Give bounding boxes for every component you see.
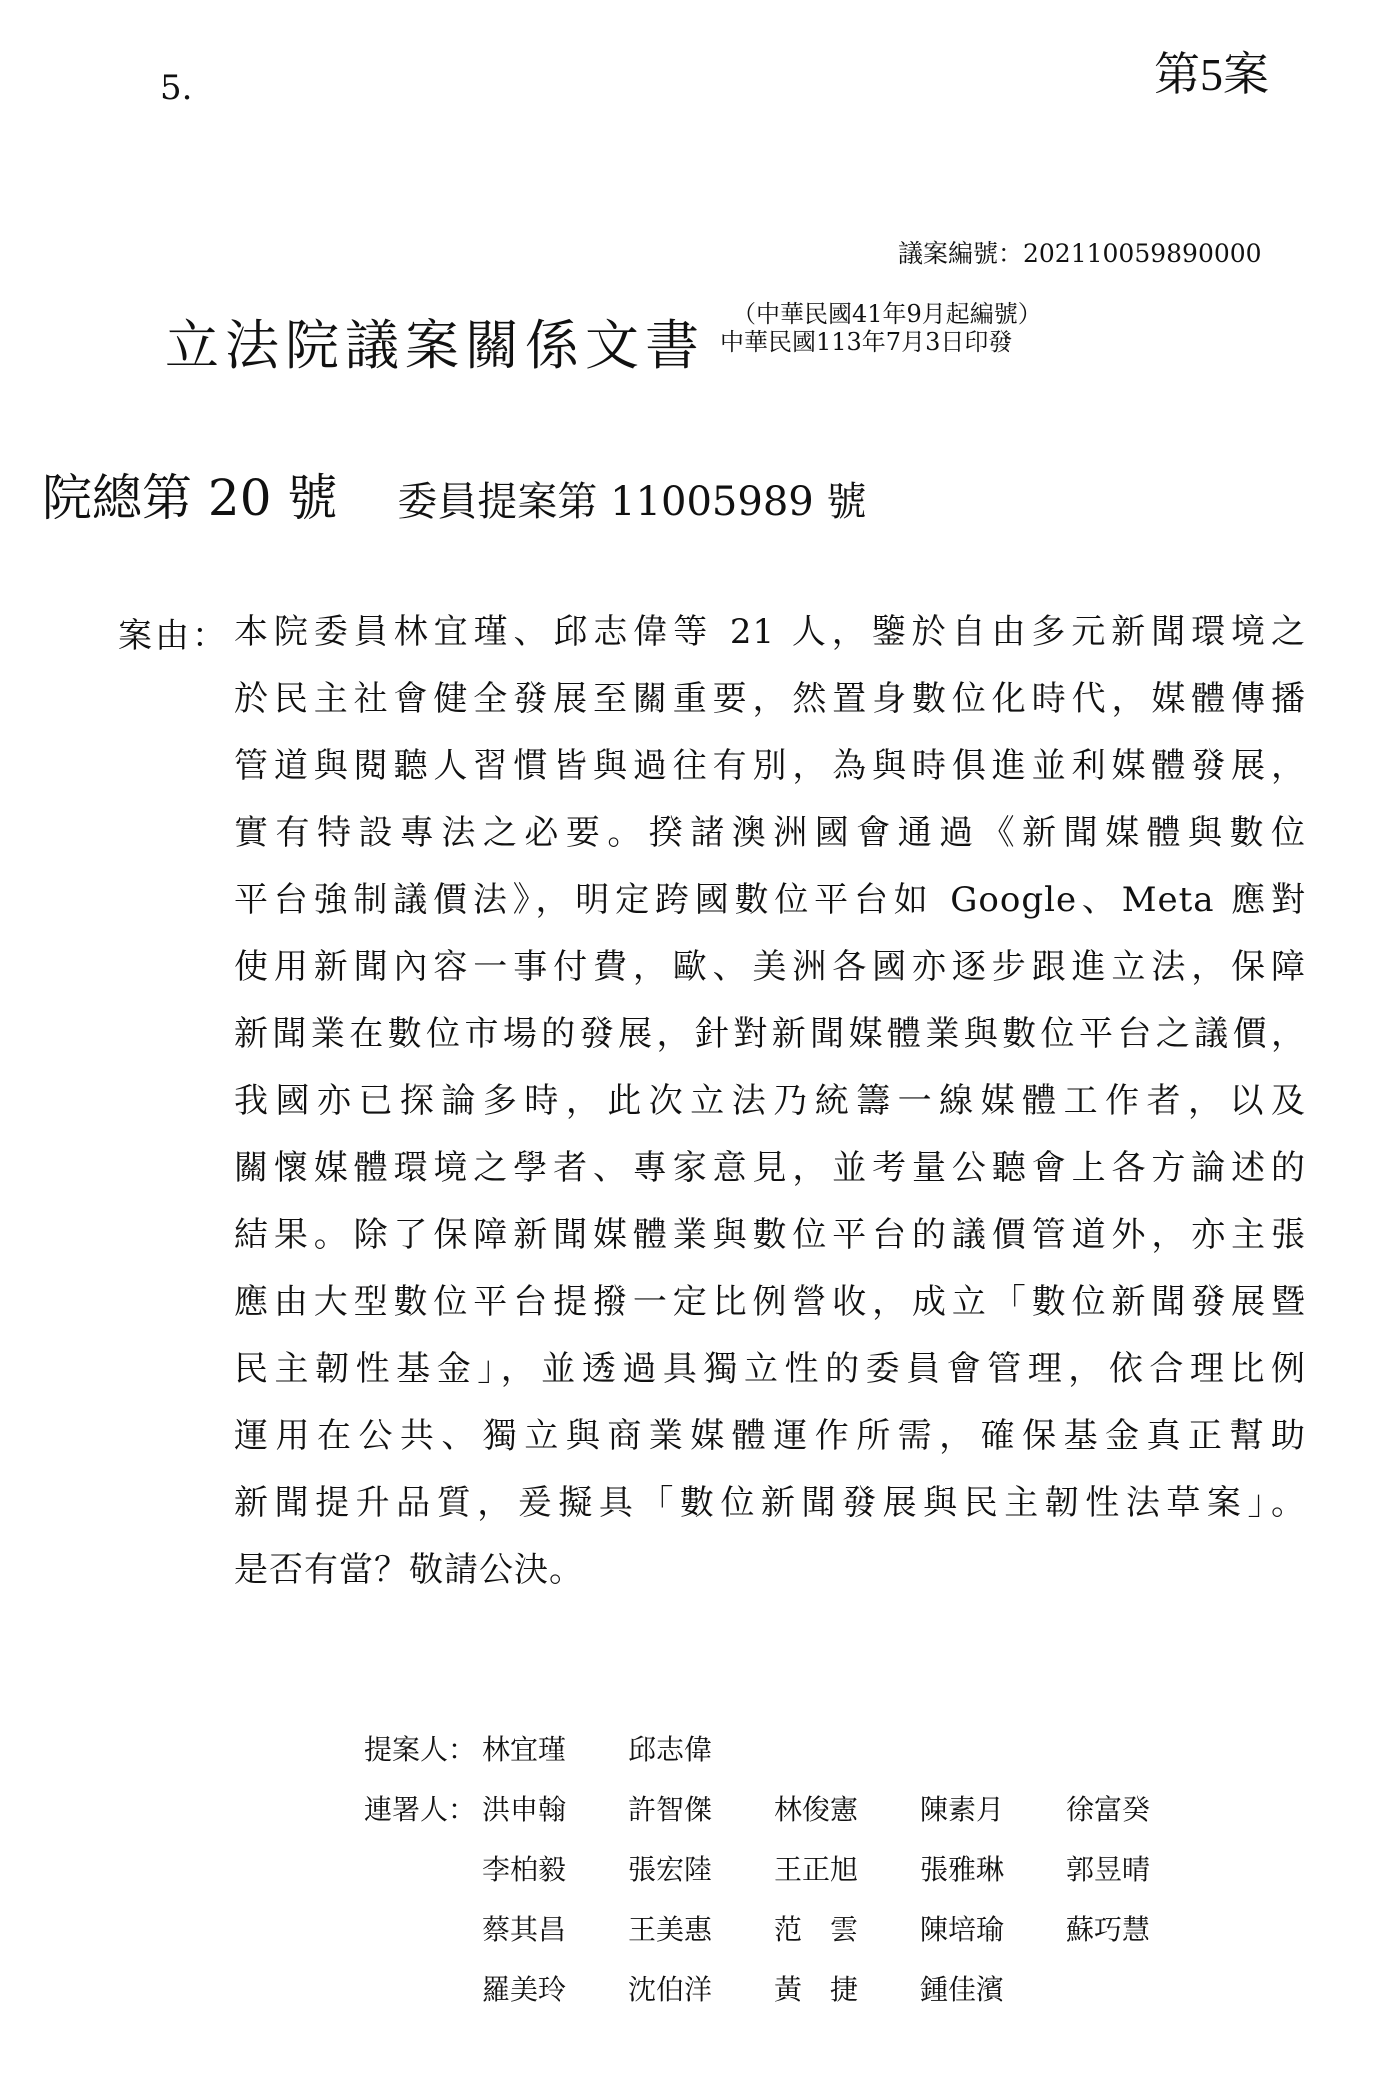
cosigner-name: 陳培瑜 — [920, 1913, 1005, 1946]
reason-line: 平台強制議價法》，明定跨國數位平台如 Google、Meta 應對 — [234, 880, 1306, 920]
cosigner-name: 蔡其昌 — [482, 1913, 567, 1946]
cosigner-name: 張雅琳 — [920, 1853, 1005, 1886]
cosigner-name: 郭昱晴 — [1066, 1853, 1151, 1886]
reason-line: 實有特設專法之必要。揆諸澳洲國會通過《新聞媒體與數位 — [234, 813, 1306, 853]
reason-line: 民主韌性基金」，並透過具獨立性的委員會管理，依合理比例 — [234, 1349, 1306, 1389]
reason-line: 管道與閱聽人習慣皆與過往有別，為與時俱進並利媒體發展， — [234, 746, 1306, 786]
cosigner-name: 許智傑 — [628, 1793, 713, 1826]
reason-line: 運用在公共、獨立與商業媒體運作所需，確保基金真正幫助 — [234, 1416, 1306, 1456]
reason-line: 應由大型數位平台提撥一定比例營收，成立「數位新聞發展暨 — [234, 1282, 1306, 1322]
cosigner-name: 范 雲 — [774, 1913, 859, 1946]
proposer-label: 提案人： — [364, 1733, 477, 1766]
cosigner-name: 洪申翰 — [482, 1793, 567, 1826]
reason-label: 案由： — [118, 616, 229, 656]
cosigner-name: 張宏陸 — [628, 1853, 713, 1886]
cosigner-row — [364, 1900, 1212, 1960]
cosigner-name: 黃 捷 — [774, 1973, 859, 2006]
reason-line: 新聞提升品質，爰擬具「數位新聞發展與民主韌性法草案」。 — [234, 1483, 1306, 1523]
cosigner-name: 林俊憲 — [774, 1793, 859, 1826]
numbering-note: （中華民國41年9月起編號） — [732, 300, 1042, 328]
cosigner-name: 陳素月 — [920, 1793, 1005, 1826]
signatories — [364, 1720, 1212, 2020]
cosigner-label: 連署人： — [364, 1793, 477, 1826]
cosigner-name: 羅美玲 — [482, 1973, 567, 2006]
document-heading — [42, 458, 866, 530]
reason-line: 是否有當？敬請公決。 — [234, 1550, 584, 1590]
reason-line: 於民主社會健全發展至關重要，然置身數位化時代，媒體傳播 — [234, 679, 1306, 719]
cosigner-name: 徐富癸 — [1066, 1793, 1151, 1826]
proposal-number: 委員提案第 11005989 號 — [397, 479, 867, 525]
issue-meta — [720, 300, 1042, 356]
page-number: 5. — [160, 68, 193, 108]
document-title: 立法院議案關係文書 — [165, 314, 705, 377]
cosigner-name: 王正旭 — [774, 1853, 859, 1886]
proposer-name: 林宜瑾 — [482, 1733, 567, 1766]
proposer-name: 邱志偉 — [628, 1733, 713, 1766]
reason-line: 關懷媒體環境之學者、專家意見，並考量公聽會上各方論述的 — [234, 1148, 1306, 1188]
cosigner-name: 鍾佳濱 — [920, 1973, 1005, 2006]
issue-date: 中華民國113年7月3日印發 — [720, 328, 1013, 356]
reason-line: 本院委員林宜瑾、邱志偉等 21 人，鑒於自由多元新聞環境之 — [234, 612, 1306, 652]
cosigner-name: 李柏毅 — [482, 1853, 567, 1886]
reason-line: 結果。除了保障新聞媒體業與數位平台的議價管道外，亦主張 — [234, 1215, 1306, 1255]
cosigner-name: 蘇巧慧 — [1066, 1913, 1151, 1946]
reason-line: 我國亦已探論多時，此次立法乃統籌一線媒體工作者，以及 — [234, 1081, 1306, 1121]
cosigner-row — [364, 1960, 1212, 2020]
cosigner-row — [364, 1840, 1212, 1900]
cosigner-row — [364, 1780, 1212, 1840]
proposer-row — [364, 1720, 1212, 1780]
general-number: 院總第 20 號 — [42, 469, 338, 527]
cosigner-name: 王美惠 — [628, 1913, 713, 1946]
case-tag: 第5案 — [1154, 49, 1269, 100]
bill-number: 議案編號：202110059890000 — [898, 239, 1262, 268]
reason-line: 使用新聞內容一事付費，歐、美洲各國亦逐步跟進立法，保障 — [234, 947, 1306, 987]
reason-line: 新聞業在數位市場的發展，針對新聞媒體業與數位平台之議價， — [234, 1014, 1306, 1054]
reason-body — [234, 599, 1306, 1604]
cosigner-name: 沈伯洋 — [628, 1973, 713, 2006]
